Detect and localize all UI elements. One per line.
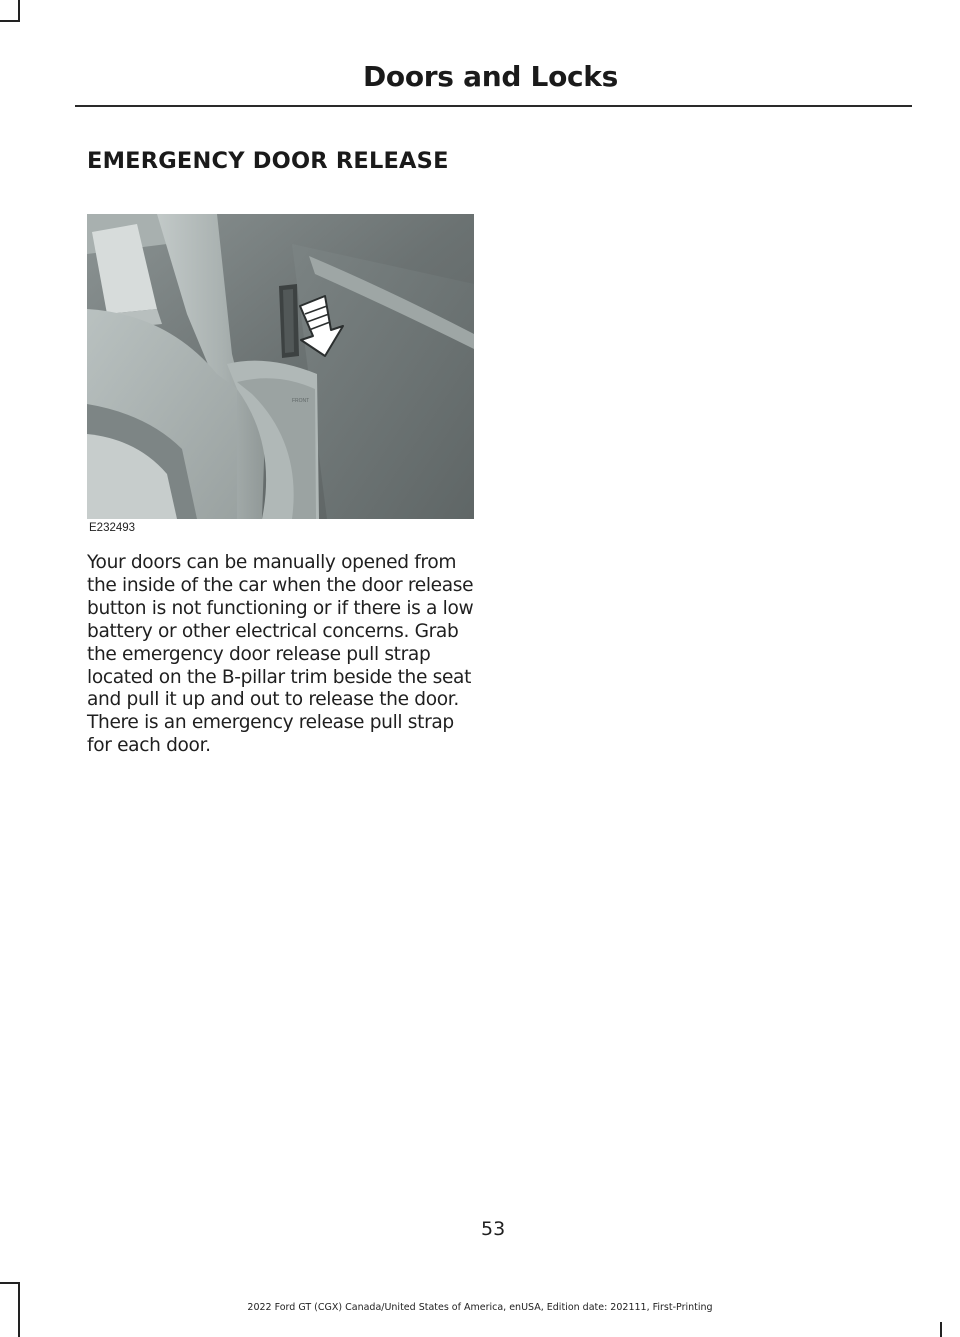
body-paragraph: Your doors can be manually opened from the inside of the car when the door release button is not functioning or if there is a low battery or other electrical concerns. Grab the emergency door release pull strap located on the B-pillar trim beside the seat and pull it up and out to release the door. There is an emergency release pull strap for each door. [87,552,474,757]
emergency-release-illustration [87,214,474,519]
trim-tiny-label: FRONT [292,398,310,404]
crop-mark-top-left-horizontal [0,20,20,22]
section-heading: EMERGENCY DOOR RELEASE [87,148,449,174]
crop-mark-bottom-right-vertical [940,1322,942,1337]
footer-edition-text: 2022 Ford GT (CGX) Canada/United States of America, enUSA, Edition date: 202111, First-Printing [247,1302,713,1313]
chapter-title: Doors and Locks [362,60,618,93]
figure-code: E232493 [89,522,136,534]
crop-mark-bottom-left-horizontal [0,1282,20,1284]
page-number: 53 [481,1218,506,1240]
crop-mark-top-left-vertical [18,0,20,22]
header-divider [75,105,912,107]
